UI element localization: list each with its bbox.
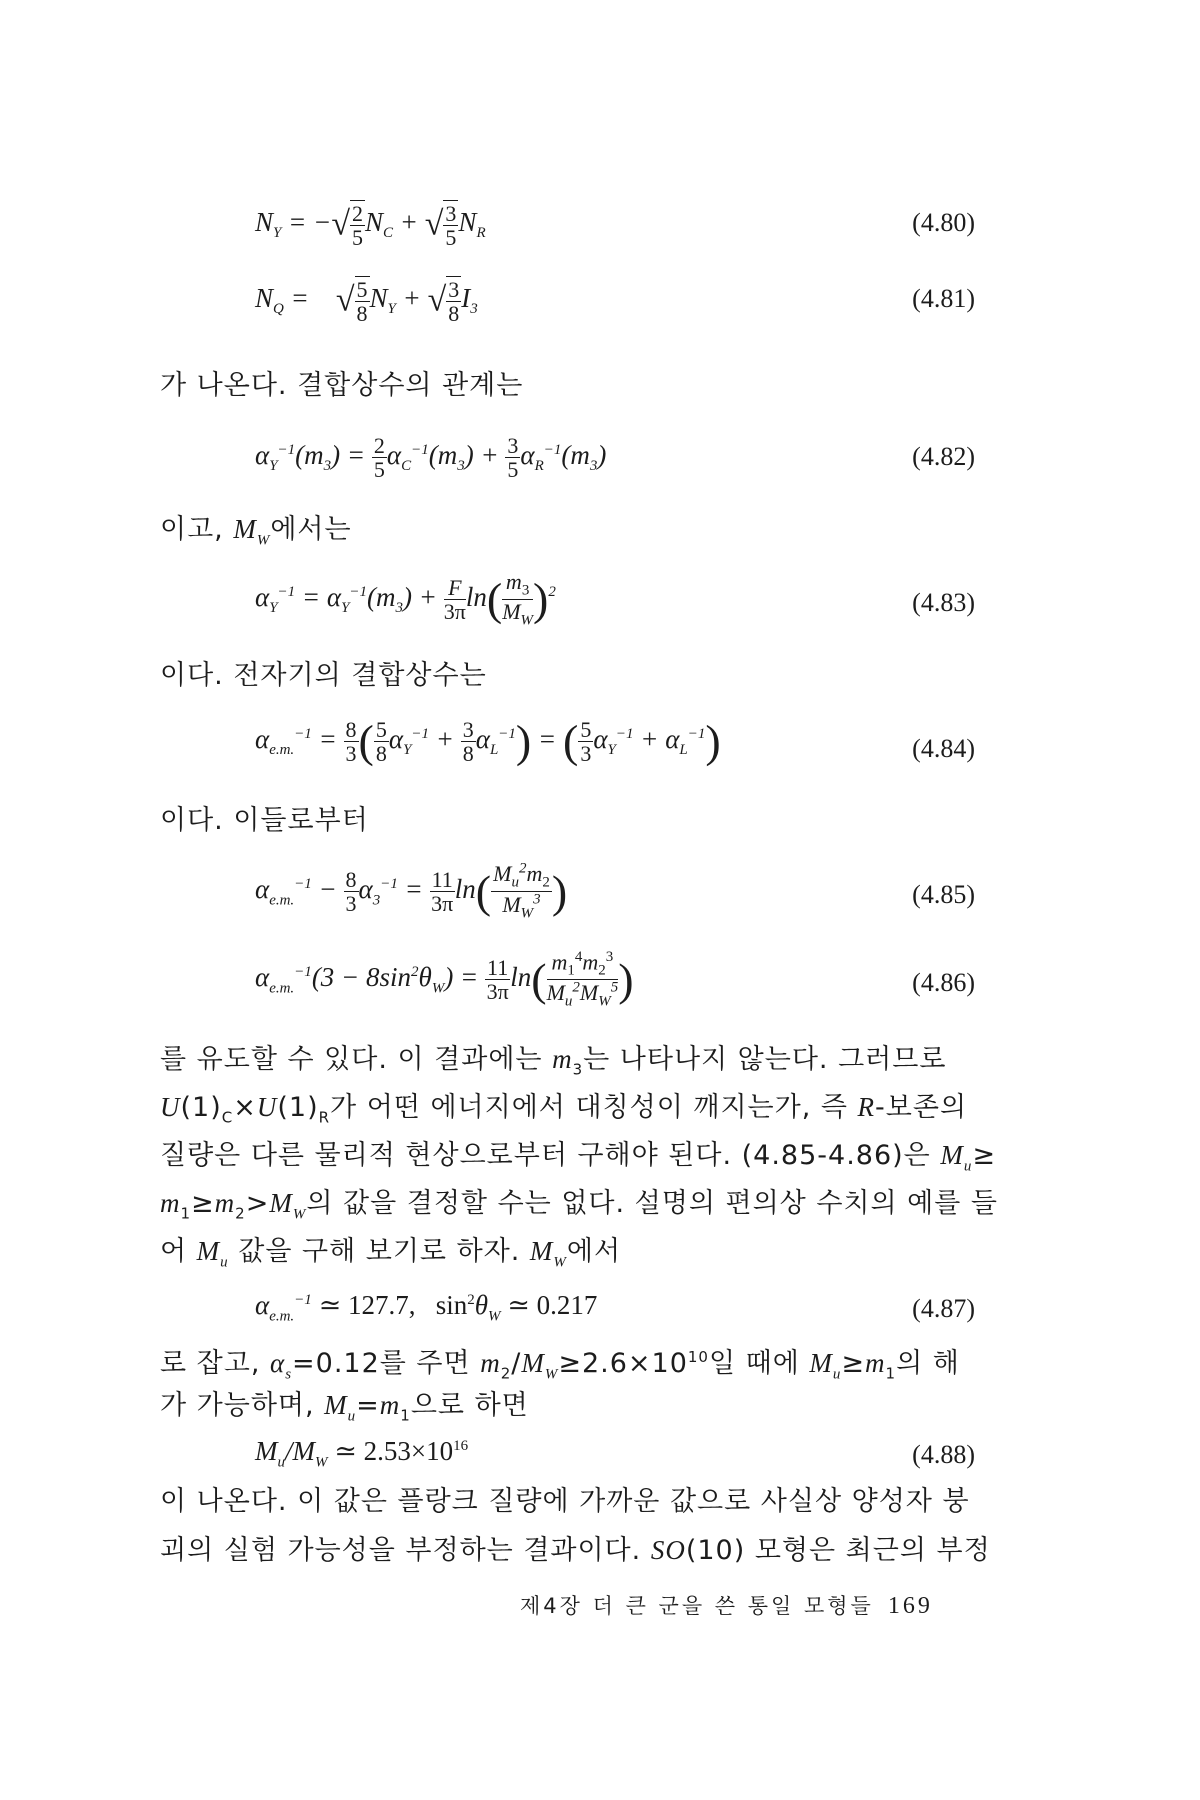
equation-4-85: $\alpha_{e.m.}^{-1}$ − $\frac{8}{3}$ $\alpha_3^{-1}$ = $\frac{11}{3\pi}$ ln( $\frac{M_u^2m_2}{M_W^3}$ ) (4.85) [255, 861, 975, 922]
text-line: 어 $M_u$ 값을 구해 보기로 하자. $M_W$에서 [160, 1236, 622, 1271]
equation-4-83: $\alpha_Y^{-1} = \alpha_Y^{-1}(m_3)$ + $\frac{F}{3\pi}$ ln( $\frac{m_3}{M_W}$ )$^2$ (4.83) [255, 569, 975, 629]
text-line: 가 나온다. 결합상수의 관계는 [160, 370, 524, 401]
equation-number: (4.81) [912, 284, 975, 313]
text-line: 가 가능하며, $M_u=m_1$으로 하면 [160, 1390, 529, 1425]
text-line: $m_1\ge m_2>M_W$의 값을 결정할 수는 없다. 설명의 편의상 수치의 예를 들 [160, 1188, 998, 1223]
equation-4-86: $\alpha_{e.m.}^{-1}(3 - 8\sin^2\theta_W)$ = $\frac{11}{3\pi}$ ln( $\frac{m_1^4m_2^3}{M_u^2M_W^5}$ ) (4.86) [255, 949, 975, 1010]
text-line: $U(1)_C\times U(1)_R$가 어떤 에너지에서 대칭성이 깨지는가, 즉 R-보존의 [160, 1092, 968, 1127]
equation-number: (4.84) [912, 734, 975, 763]
equation-number: (4.83) [912, 588, 975, 617]
equation-number: (4.86) [912, 968, 975, 997]
text-line: 를 유도할 수 있다. 이 결과에는 $m_3$는 나타나지 않는다. 그러므로 [160, 1044, 947, 1079]
text-line: 이고, $M_W$에서는 [160, 514, 352, 549]
text-line: 로 잡고, $\alpha_s=0.12$를 주면 $m_2/M_W\ge 2.6\times 10^{10}$일 때에 $M_u\ge m_1$의 해 [160, 1348, 960, 1383]
equation-4-87: $\alpha_{e.m.}^{-1}$ ≃ 127.7, $\sin^2\theta_W$ ≃ 0.217 (4.87) [255, 1290, 975, 1325]
page-number: 169 [887, 1593, 933, 1619]
equation-4-88: $M_u/M_W$ ≃ $2.53\times 10^{16}$ (4.88) [255, 1436, 975, 1471]
chapter-title: 제4장 더 큰 군을 쓴 통일 모형들 [520, 1594, 874, 1618]
text-line: 괴의 실험 가능성을 부정하는 결과이다. SO(10) 모형은 최근의 부정 [160, 1535, 991, 1566]
equation-number: (4.85) [912, 880, 975, 909]
equation-number: (4.82) [912, 442, 975, 471]
text-line: 이 나온다. 이 값은 플랑크 질량에 가까운 값으로 사실상 양성자 붕 [160, 1486, 970, 1517]
equation-4-84: $\alpha_{e.m.}^{-1}$ = $\frac{8}{3}$ ( $\frac{5}{8}$ $\alpha_Y^{-1}$ + $\frac{3}{8}$ $\alpha_L^{-1}$) = ( $\frac{5}{3}$ $\alpha_Y^{-1} + \alpha_L^{-1}$) (4.84) [255, 715, 975, 767]
text-line: 이다. 이들로부터 [160, 805, 369, 836]
equation-number: (4.88) [912, 1440, 975, 1469]
equation-4-82: $\alpha_Y^{-1}(m_3)$ = $\frac{2}{5}$ $\alpha_C^{-1}(m_3)$ + $\frac{3}{5}$ $\alpha_R^{-1}(m_3)$ (4.82) [255, 433, 975, 483]
text-line: 질량은 다른 물리적 현상으로부터 구해야 된다. (4.85-4.86)은 $M_u\ge$ [160, 1140, 996, 1175]
text-line: 이다. 전자기의 결합상수는 [160, 660, 487, 691]
equation-4-81: $N_Q$ = √ $\frac{5}{8}$ $N_Y$ + √ $\frac{3}{8}$ $I_3$ (4.81) [255, 277, 975, 327]
equation-number: (4.80) [912, 208, 975, 237]
page-footer [520, 1590, 933, 1620]
equation-4-80: $N_Y$ = −√ $\frac{2}{5}$ $N_C$ + √ $\frac{3}{5}$ $N_R$ (4.80) [255, 201, 975, 251]
equation-number: (4.87) [912, 1294, 975, 1323]
